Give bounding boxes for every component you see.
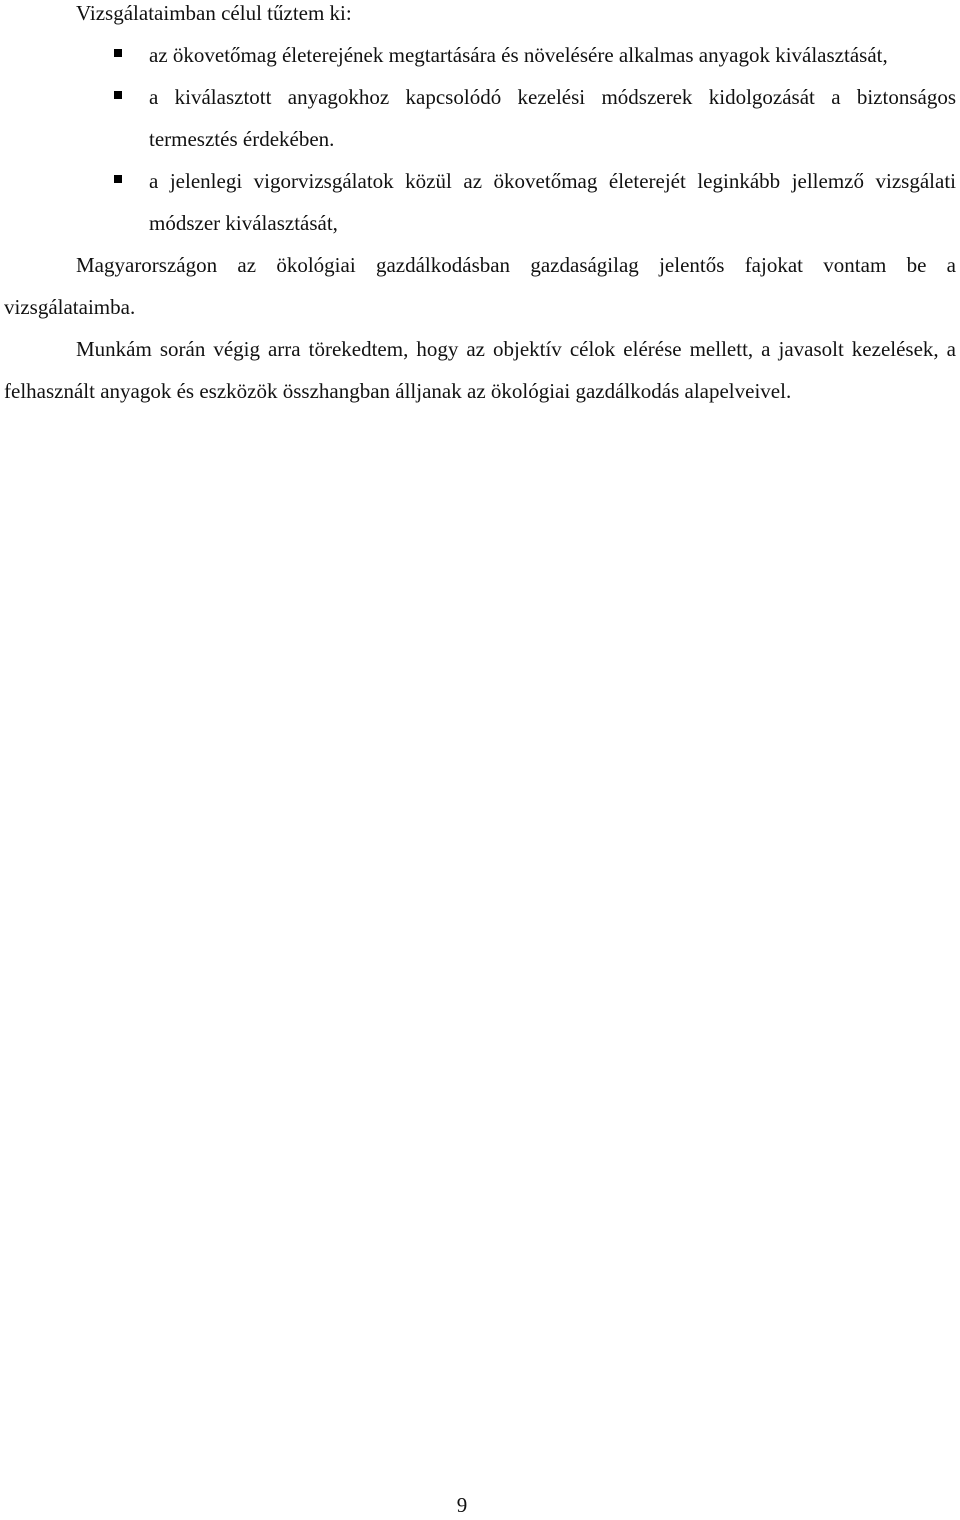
list-item [4,76,956,160]
list-item [4,34,956,76]
intro-line: Vizsgálataimban célul tűztem ki: [76,1,352,25]
paragraph-principles: Munkám során végig arra törekedtem, hogy az objektív célok elérése mellett, a javasolt kezelések, a felhasznált anyagok és eszközök összhangban álljanak az ökológiai gazdálkodás alapelveivel. [4,337,956,403]
list-item-text: a jelenlegi vigorvizsgálatok közül az ökovetőmag életerejét leginkább jellemző vizsgálati módszer kiválasztását, [149,169,956,235]
list-item-text: a kiválasztott anyagokhoz kapcsolódó kezelési módszerek kidolgozását a biztonságos termesztés érdekében. [149,85,956,151]
paragraph-species: Magyarországon az ökológiai gazdálkodásban gazdaságilag jelentős fajokat vontam be a vizsgálataimba. [4,253,956,319]
square-bullet-icon [114,49,122,57]
objectives-list [4,34,956,244]
list-item-text: az ökovetőmag életerejének megtartására és növelésére alkalmas anyagok kiválasztását, [149,43,888,67]
page-number: 9 [456,1493,468,1517]
list-item [4,160,956,244]
page-content [4,0,956,420]
square-bullet-icon [114,175,122,183]
square-bullet-icon [114,91,122,99]
